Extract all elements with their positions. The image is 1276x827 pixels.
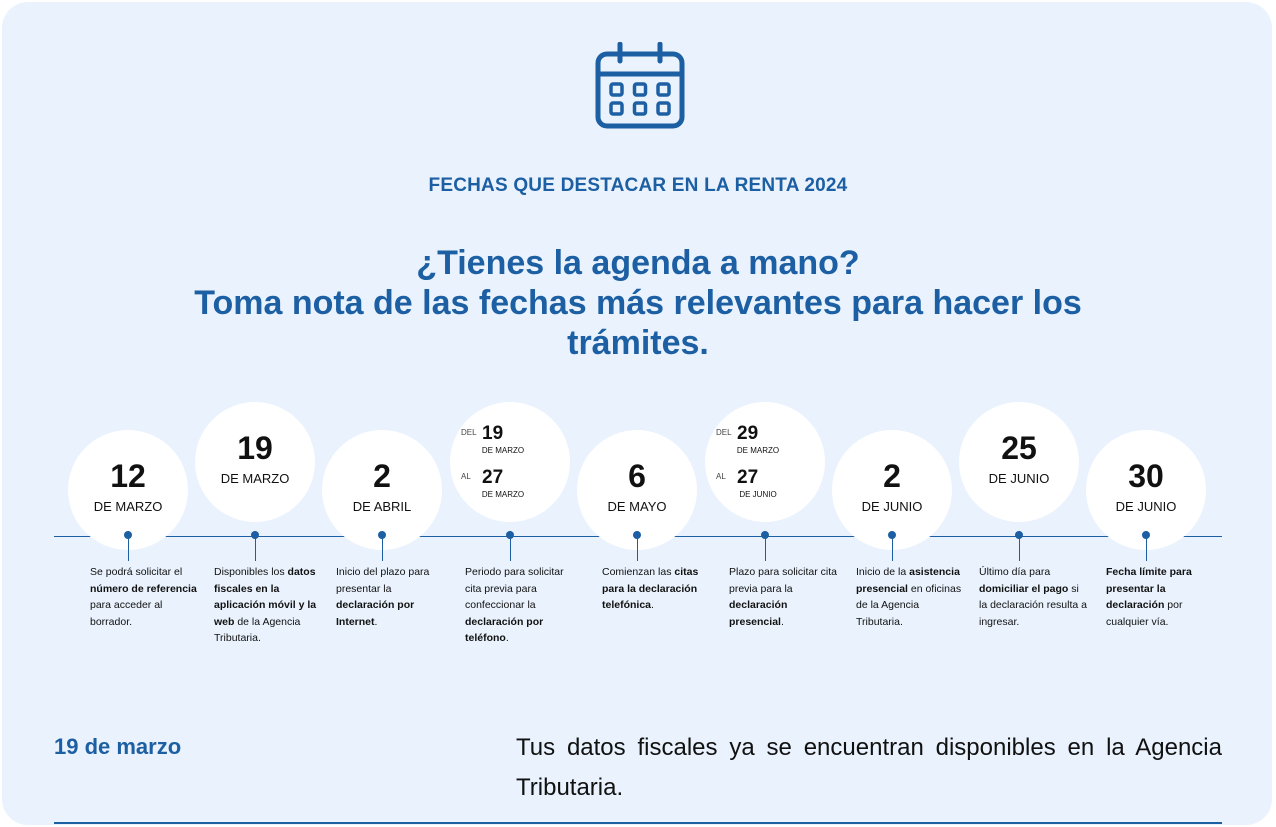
description-text: .	[780, 615, 784, 628]
range-prefix: DEL	[716, 428, 732, 437]
date-range-from	[705, 424, 825, 460]
range-day: 27	[482, 467, 504, 488]
headline-question: ¿Tienes la agenda a mano?	[416, 244, 860, 282]
page-headline	[120, 243, 1156, 363]
timeline-description	[214, 564, 322, 647]
date-day: 12	[110, 458, 146, 494]
timeline-tick	[1019, 531, 1020, 561]
date-month: DE JUNIO	[988, 471, 1050, 486]
timeline-tick	[510, 531, 511, 561]
description-text: si la declaración resulta a ingresar.	[979, 582, 1087, 628]
description-highlight: domiciliar el pago	[979, 582, 1069, 595]
description-text: Se podrá solicitar el	[90, 566, 183, 578]
description-highlight: asistencia presencial	[856, 566, 960, 595]
date-day: 25	[1001, 430, 1037, 466]
date-month: DE MARZO	[220, 471, 290, 486]
description-text: .	[374, 615, 378, 628]
description-text: Disponibles los	[214, 566, 288, 578]
bottom-text: Tus datos fiscales ya se encuentran disponibles en la Agencia Tributaria.	[516, 734, 1222, 801]
timeline-description	[465, 564, 573, 647]
timeline-tick	[892, 531, 893, 561]
timeline-description	[602, 564, 710, 614]
description-highlight: número de referencia	[90, 582, 197, 595]
description-highlight: declaración presencial	[729, 599, 788, 628]
range-day: 27	[737, 467, 759, 488]
timeline-tick	[382, 531, 383, 561]
range-day: 29	[737, 423, 759, 444]
range-prefix: DEL	[461, 428, 477, 437]
timeline-tick	[1146, 531, 1147, 561]
description-text: Comienzan las	[602, 566, 675, 578]
description-text: Último día para	[979, 566, 1051, 578]
description-text: Periodo para solicitar cita previa para confeccionar la	[465, 566, 564, 611]
date-day: 2	[883, 458, 901, 494]
description-text: por cualquier vía.	[1106, 599, 1183, 628]
description-highlight: Fecha límite para presentar la declaración	[1106, 566, 1192, 611]
description-highlight: citas para la declaración telefónica	[602, 566, 699, 611]
content-card	[2, 2, 1272, 825]
description-highlight: datos fiscales en la aplicación móvil y la web	[214, 566, 317, 628]
timeline-date-circle	[705, 402, 825, 522]
range-prefix: AL	[461, 472, 471, 481]
description-text: Plazo para solicitar cita previa para la	[729, 566, 837, 595]
description-text: Inicio del plazo para presentar la	[336, 566, 430, 595]
timeline-description	[729, 564, 837, 630]
divider	[54, 822, 1222, 824]
date-range-to	[705, 468, 825, 504]
timeline-date-circle	[959, 402, 1079, 522]
range-prefix: AL	[716, 472, 726, 481]
date-month: DE ABRIL	[352, 499, 412, 514]
bottom-date: 19 de marzo	[54, 734, 182, 759]
description-text: para acceder al borrador.	[90, 599, 163, 628]
timeline-tick	[765, 531, 766, 561]
date-range-from	[450, 424, 570, 460]
description-text: .	[651, 599, 654, 611]
timeline-description	[979, 564, 1087, 630]
description-text: Inicio de la	[856, 566, 910, 578]
description-text: en oficinas de la Agencia Tributaria.	[856, 582, 962, 628]
timeline-description	[336, 564, 444, 630]
timeline-description	[856, 564, 964, 630]
date-month: DE MAYO	[607, 499, 667, 514]
timeline-description	[90, 564, 198, 630]
timeline-description	[1106, 564, 1214, 630]
date-month: DE JUNIO	[861, 499, 923, 514]
range-day: 19	[482, 423, 504, 444]
timeline-tick	[637, 531, 638, 561]
timeline-tick	[128, 531, 129, 561]
date-day: 19	[237, 430, 273, 466]
date-month: DE JUNIO	[1115, 499, 1177, 514]
timeline-tick	[255, 531, 256, 561]
date-month: DE MARZO	[93, 499, 163, 514]
calendar-icon	[595, 42, 685, 130]
description-text: de la Agencia Tributaria.	[214, 615, 301, 644]
description-highlight: declaración por teléfono	[465, 615, 544, 644]
range-month: DE MARZO	[481, 490, 525, 499]
timeline-date-circle	[450, 402, 570, 522]
description-text: .	[505, 632, 509, 644]
date-day: 2	[373, 458, 391, 494]
section-label: FECHAS QUE DESTACAR EN LA RENTA 2024	[428, 175, 848, 196]
headline-subtitle: Toma nota de las fechas más relevantes para hacer los trámites.	[194, 284, 1082, 362]
date-day: 30	[1128, 458, 1164, 494]
date-day: 6	[628, 458, 646, 494]
range-month: DE JUNIO	[739, 490, 777, 499]
range-month: DE MARZO	[736, 446, 780, 455]
description-highlight: declaración por Internet	[336, 599, 415, 628]
range-month: DE MARZO	[481, 446, 525, 455]
date-range-to	[450, 468, 570, 504]
timeline-date-circle	[195, 402, 315, 522]
